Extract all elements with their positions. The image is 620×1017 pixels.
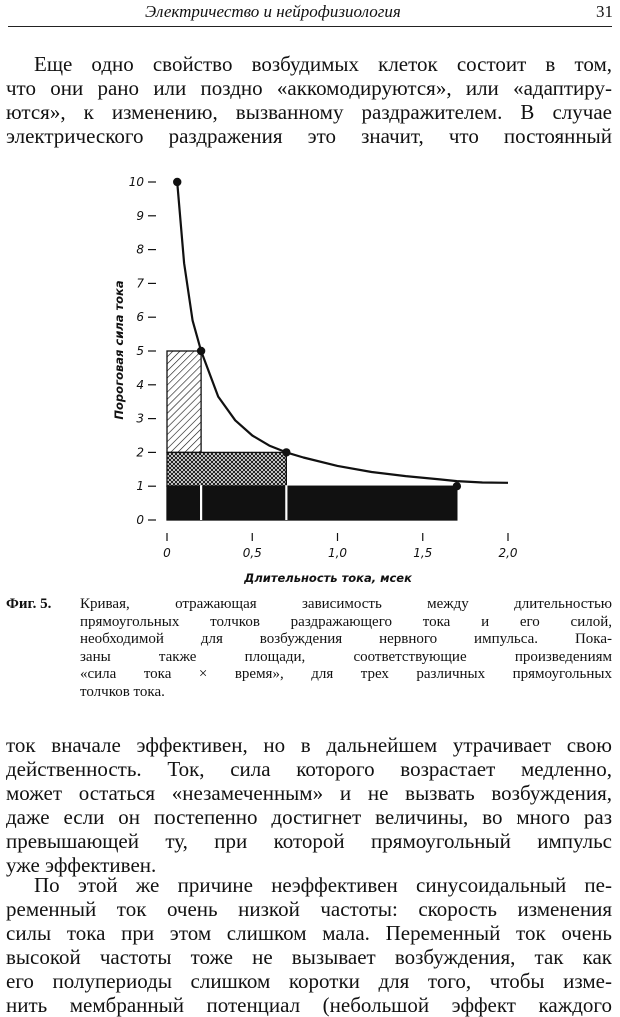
caption-line: необходимой для возбуждения нервного импульса. Пока- [80, 631, 612, 647]
text-line: По этой же причине неэффективен синусоидальный пе- [34, 873, 612, 897]
header-rule [8, 26, 612, 27]
caption-label: Фиг. 5. [6, 596, 52, 612]
text-line: ток вначале эффективен, но в дальнейшем утрачивает свою [6, 733, 612, 757]
text-line: Еще одно свойство возбудимых клеток состоит в том, [34, 52, 612, 76]
y-tick-label: 8 [136, 242, 144, 257]
x-tick-label: 2,0 [498, 546, 518, 560]
page-header [0, 0, 620, 30]
threshold-curve [177, 182, 508, 483]
text-line: его полупериоды слишком коротки для того, чтобы изме- [6, 969, 612, 993]
x-tick-label: 0,5 [242, 546, 262, 560]
caption-line: прямоугольных толчков раздражающего тока и его силой, [80, 613, 612, 630]
paragraph-bottom [6, 873, 612, 1017]
text-line: силы тока при этом слишком мала. Переменный ток очень [6, 921, 612, 945]
text-line: ются», к изменению, вызванному раздражителем. В случае [6, 100, 612, 124]
area-rect-crosshatched [167, 452, 286, 486]
paragraph-top [6, 52, 612, 148]
caption-text [80, 596, 612, 701]
curve-point [197, 347, 205, 355]
curve-point [453, 482, 461, 490]
caption-line: толчков тока. [80, 683, 165, 700]
y-tick-label: 7 [136, 276, 144, 291]
figure [0, 170, 620, 590]
x-tick-label: 1,0 [327, 546, 348, 560]
y-tick-label: 3 [136, 411, 144, 426]
curve-point [173, 178, 181, 186]
caption-line: Кривая, отражающая зависимость между длительностью [80, 596, 612, 612]
text-line: превышающей ту, при которой прямоугольный импульс [6, 829, 612, 853]
area-rect-solid [167, 486, 457, 520]
curve-point [282, 448, 290, 456]
y-tick-label: 5 [136, 344, 144, 358]
text-line: уже эффективен. [6, 853, 157, 877]
text-line: даже если он постепенно достигнет величины, во много раз [6, 805, 612, 829]
y-tick-label: 10 [128, 175, 144, 189]
y-tick-label: 0 [136, 513, 144, 527]
x-tick-label: 1,5 [413, 546, 433, 560]
y-tick-label: 6 [136, 310, 144, 325]
text-line: высокой частоты тоже не вызывает возбуждения, так как [6, 945, 612, 969]
strength-duration-chart [0, 170, 620, 590]
running-title: Электричество и нейрофизиология [145, 2, 401, 21]
y-tick-label: 2 [136, 445, 144, 460]
text-line: электрического раздражения это значит, что постоянный [6, 124, 612, 148]
y-tick-label: 9 [136, 208, 144, 223]
x-tick-label: 0 [163, 546, 171, 560]
y-tick-label: 1 [136, 479, 144, 494]
text-line: нить мембранный потенциал (небольшой эффект каждого [6, 993, 612, 1017]
y-tick-label: 4 [136, 377, 144, 392]
y-axis-title: Пороговая сила тока [112, 280, 126, 420]
text-line: что они рано или поздно «аккомодируются», или «адаптиру- [6, 76, 612, 100]
page-number: 31 [596, 2, 613, 21]
paragraph-mid [6, 733, 612, 877]
text-line: действенность. Ток, сила которого возрастает медленно, [6, 757, 612, 781]
caption-line: «сила тока × время», для трех различных прямоугольных [80, 666, 612, 682]
area-rect-hatched [167, 351, 201, 452]
text-line: может остаться «незамеченным» и не вызвать возбуждения, [6, 781, 612, 805]
text-line: ременный ток очень низкой частоты: скорость изменения [6, 897, 612, 921]
caption-line: заны также площади, соответствующие произведениям [80, 648, 612, 665]
x-axis-title: Длительность тока, мсек [244, 571, 412, 585]
